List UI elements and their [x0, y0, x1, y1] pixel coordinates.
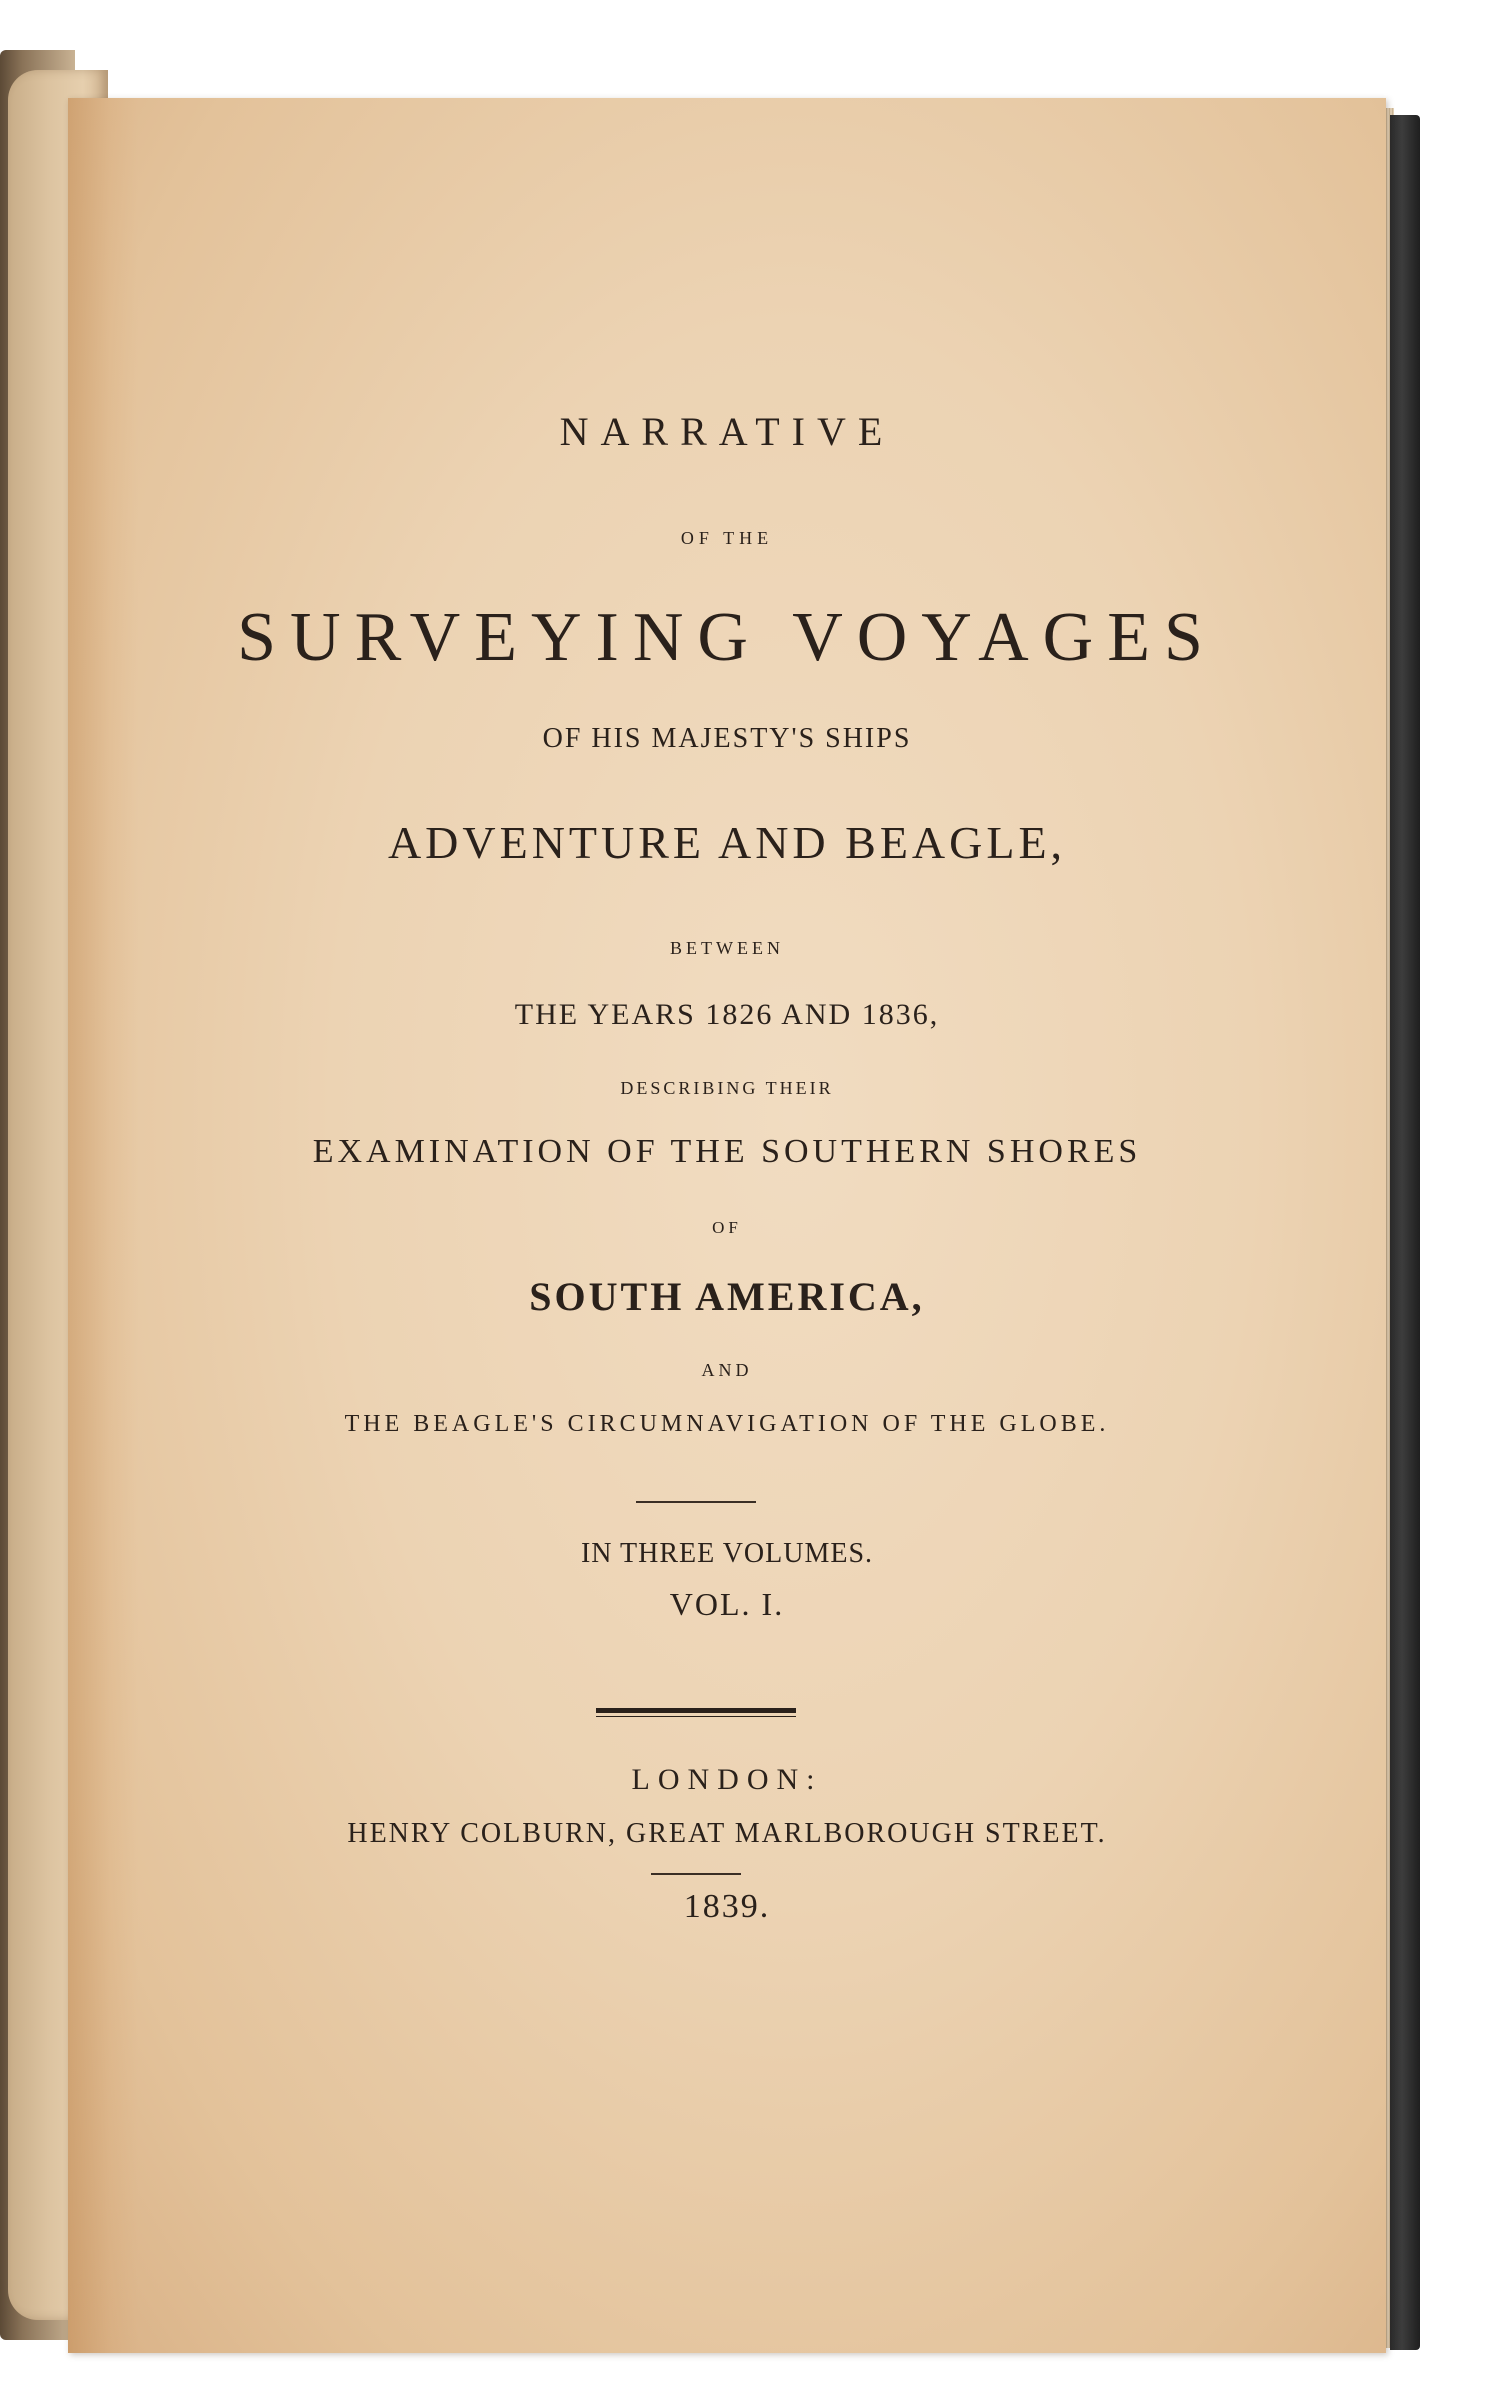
- back-cover-edge: [1390, 115, 1420, 2350]
- title-of: OF: [712, 1218, 742, 1237]
- title-of-the: OF THE: [680, 528, 774, 548]
- title-adventure-and-beagle: ADVENTURE AND BEAGLE,: [387, 817, 1067, 868]
- title-south-america: SOUTH AMERICA,: [529, 1274, 925, 1319]
- double-rule-thin: [596, 1716, 796, 1717]
- title-between: BETWEEN: [670, 938, 784, 958]
- title-page: [68, 98, 1386, 2353]
- title-describing-their: DESCRIBING THEIR: [620, 1078, 834, 1098]
- title-and: AND: [701, 1360, 753, 1380]
- double-rule: [596, 1708, 796, 1718]
- title-years: THE YEARS 1826 AND 1836,: [514, 998, 940, 1031]
- imprint-year: 1839.: [683, 1888, 771, 1925]
- title-surveying-voyages: SURVEYING VOYAGES: [237, 599, 1217, 676]
- separator-rule: [636, 1501, 756, 1503]
- volume-number: VOL. I.: [669, 1586, 785, 1622]
- title-majestys-ships: OF HIS MAJESTY'S SHIPS: [542, 723, 912, 754]
- imprint-city: LONDON:: [631, 1763, 823, 1796]
- imprint-rule: [651, 1873, 741, 1875]
- double-rule-thick: [596, 1708, 796, 1713]
- imprint-publisher: HENRY COLBURN, GREAT MARLBOROUGH STREET.: [347, 1818, 1107, 1849]
- volumes-note: IN THREE VOLUMES.: [580, 1538, 874, 1569]
- title-narrative: NARRATIVE: [559, 409, 895, 454]
- title-examination: EXAMINATION OF THE SOUTHERN SHORES: [312, 1133, 1142, 1170]
- title-circumnavigation: THE BEAGLE'S CIRCUMNAVIGATION OF THE GLOBE.: [344, 1411, 1110, 1437]
